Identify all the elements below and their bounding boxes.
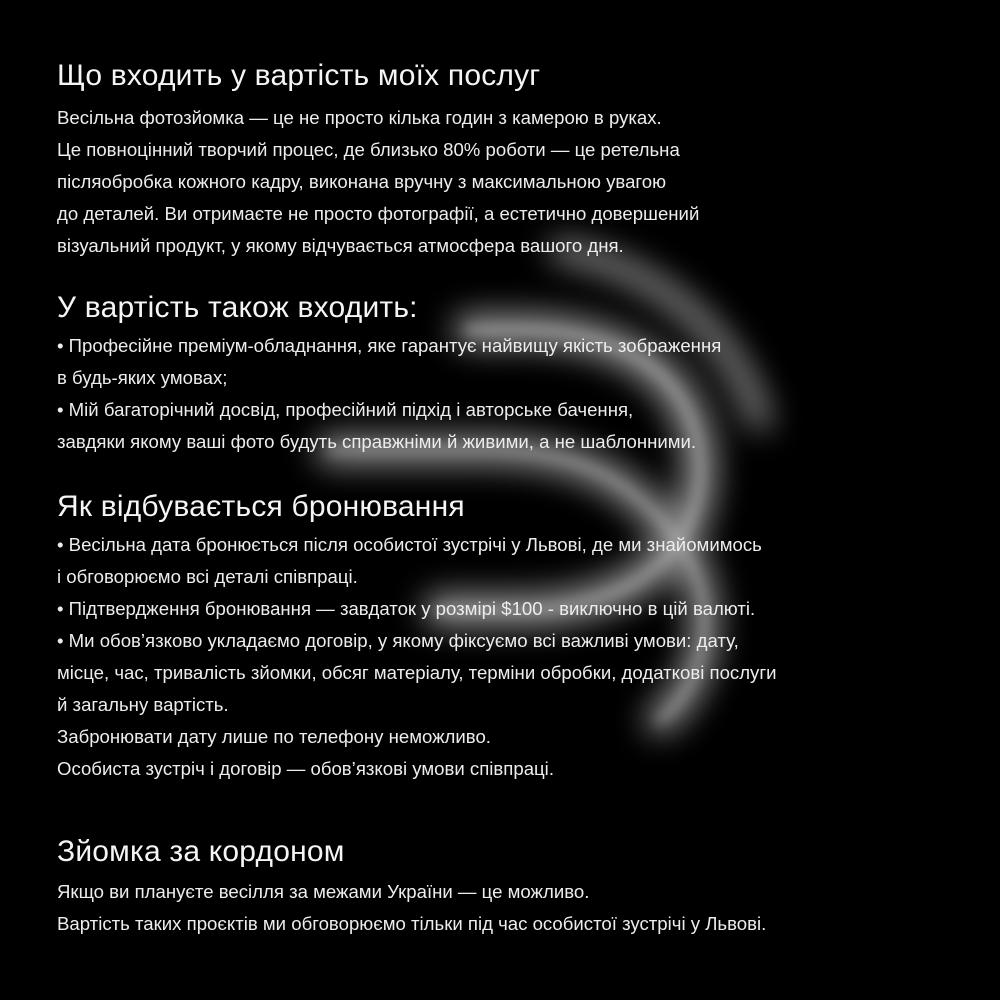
paragraph-line: • Підтвердження бронювання — завдаток у розмірі $100 - виключно в цій валюті. (57, 598, 756, 619)
paragraph-line: візуальний продукт, у якому відчувається атмосфера вашого дня. (57, 235, 624, 256)
paragraph-line: в будь-яких умовах; (57, 367, 228, 388)
paragraph-line: й загальну вартість. (57, 694, 229, 715)
section-abroad-shooting (57, 834, 977, 940)
paragraph-line: Весільна фотозйомка — це не просто кілька годин з камерою в руках. (57, 107, 662, 128)
section-body (57, 330, 977, 458)
section-title: Як відбувається бронювання (57, 490, 465, 523)
section-also-included (57, 290, 977, 458)
paragraph-line: • Ми обов’язково укладаємо договір, у якому фіксуємо всі важливі умови: дату, (57, 630, 739, 651)
paragraph-line: місце, час, тривалість зйомки, обсяг матеріалу, терміни обробки, додаткові послуги (57, 662, 777, 683)
section-body (57, 876, 977, 940)
section-body (57, 529, 977, 785)
paragraph-line: Якщо ви плануєте весілля за межами України — це можливо. (57, 881, 590, 902)
paragraph-line: Особиста зустріч і договір — обов’язкові умови співпраці. (57, 758, 554, 779)
section-booking (57, 489, 977, 785)
paragraph-line: післяобробка кожного кадру, виконана вручну з максимальною увагою (57, 171, 667, 192)
paragraph-line: • Весільна дата бронюється після особистої зустрічі у Львові, де ми знайомимось (57, 534, 762, 555)
section-title: Зйомка за кордоном (57, 835, 345, 868)
section-title: Що входить у вартість моїх послуг (57, 59, 541, 92)
section-services-included (57, 58, 977, 262)
paragraph-line: Забронювати дату лише по телефону неможливо. (57, 726, 491, 747)
paragraph-line: до деталей. Ви отримаєте не просто фотографії, а естетично довершений (57, 203, 700, 224)
section-body (57, 102, 977, 262)
paragraph-line: і обговорюємо всі деталі співпраці. (57, 566, 358, 587)
paragraph-line: Це повноцінний творчий процес, де близько 80% роботи — це ретельна (57, 139, 680, 160)
paragraph-line: • Мій багаторічний досвід, професійний підхід і авторське бачення, (57, 399, 634, 420)
paragraph-line: Вартість таких проєктів ми обговорюємо тільки під час особистої зустрічі у Львові. (57, 913, 767, 934)
paragraph-line: • Професійне преміум-обладнання, яке гарантує найвищу якість зображення (57, 335, 722, 356)
section-title: У вартість також входить: (57, 291, 418, 324)
paragraph-line: завдяки якому ваші фото будуть справжніми й живими, а не шаблонними. (57, 431, 697, 452)
